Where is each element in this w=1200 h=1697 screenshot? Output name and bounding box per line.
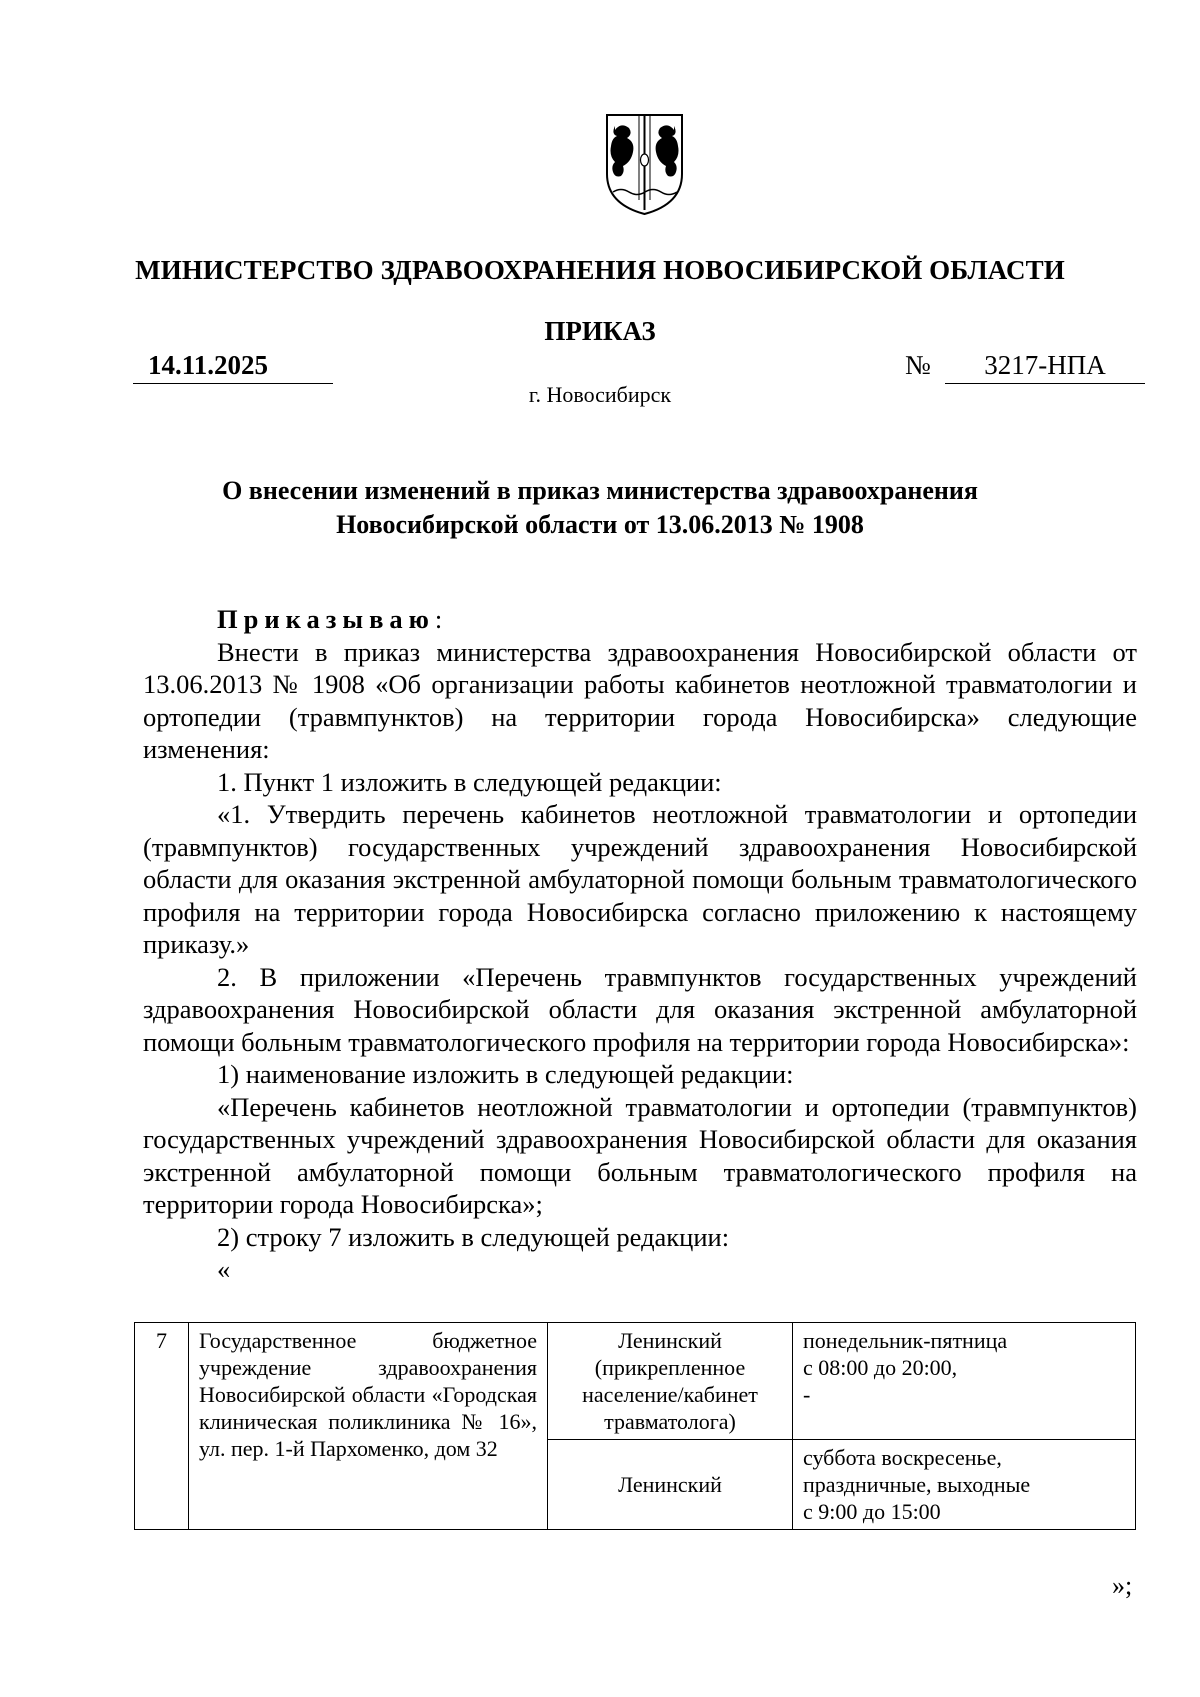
- paragraph-item-1-text: «1. Утвердить перечень кабинетов неотложной травматологии и ортопедии (травмпунктов) государственных учреждений здравоохранения Новосибирской области для оказания экстренной амбулаторной помощи больным травматологического профиля на территории города Новосибирска согласно приложению к настоящему приказу.»: [143, 799, 1137, 959]
- ministry-name: МИНИСТЕРСТВО ЗДРАВООХРАНЕНИЯ НОВОСИБИРСКОЙ ОБЛАСТИ: [135, 255, 1065, 285]
- hours-cell-2: [793, 1440, 1136, 1530]
- order-colon: :: [434, 604, 443, 634]
- paragraph-subitem-2: 2) строку 7 изложить в следующей редакции:: [217, 1221, 730, 1252]
- paragraph-item-2: 2. В приложении «Перечень травмпунктов государственных учреждений здравоохранения Новосибирской области для оказания экстренной амбулаторной помощи больным травматологического профиля на территории города Новосибирска»:: [143, 961, 1137, 1057]
- coat-of-arms-icon: [603, 112, 686, 217]
- table-row: [135, 1323, 1136, 1440]
- hours-cell-1: [793, 1323, 1136, 1440]
- hours-2-line-1: суббота воскресенье,: [803, 1445, 1002, 1470]
- city: г. Новосибирск: [528, 382, 672, 407]
- quote-close: »;: [1112, 1571, 1133, 1600]
- quote-open: «: [217, 1254, 231, 1284]
- institution-cell: Государственное бюджетное учреждение здравоохранения Новосибирской области «Городская клиническая поликлиника № 16», ул. пер. 1-й Пархоменко, дом 32: [189, 1323, 548, 1530]
- subject-line-1: О внесении изменений в приказ министерства здравоохранения: [222, 476, 978, 505]
- hours-1-line-1: понедельник-пятница: [803, 1328, 1008, 1353]
- document-type: ПРИКАЗ: [544, 316, 656, 346]
- number-sign: №: [905, 350, 931, 380]
- hours-2-line-2: праздничные, выходные: [803, 1472, 1031, 1497]
- paragraph-subitem-1: 1) наименование изложить в следующей редакции:: [217, 1059, 794, 1089]
- order-word: Приказываю: [217, 604, 435, 634]
- district-cell-1: Ленинский (прикрепленное население/кабинет травматолога): [548, 1323, 793, 1440]
- hours-1-line-3: -: [803, 1382, 811, 1407]
- order-number: 3217-НПА: [945, 350, 1145, 384]
- order-date: 14.11.2025: [133, 350, 333, 384]
- hours-2-line-3: с 9:00 до 15:00: [803, 1499, 941, 1524]
- trauma-center-table: [134, 1322, 1136, 1530]
- hours-1-line-2: с 08:00 до 20:00,: [803, 1355, 958, 1380]
- paragraph-subitem-1-text: «Перечень кабинетов неотложной травматологии и ортопедии (травмпунктов) государственных учреждений здравоохранения Новосибирской области для оказания экстренной амбулаторной помощи больным травматологического профиля на территории города Новосибирска»;: [143, 1091, 1137, 1219]
- row-number: 7: [135, 1323, 189, 1530]
- paragraph-intro: Внести в приказ министерства здравоохранения Новосибирской области от 13.06.2013 № 1908 «Об организации работы кабинетов неотложной травматологии и ортопедии (травмпунктов) на территории города Новосибирска» следующие изменения:: [143, 636, 1137, 764]
- order-body: [143, 603, 1137, 1286]
- order-subject: [0, 474, 1200, 542]
- district-cell-2: Ленинский: [548, 1440, 793, 1530]
- paragraph-item-1: 1. Пункт 1 изложить в следующей редакции:: [217, 766, 722, 797]
- order-directive: [143, 603, 1137, 636]
- subject-line-2: Новосибирской области от 13.06.2013 № 1908: [336, 510, 864, 539]
